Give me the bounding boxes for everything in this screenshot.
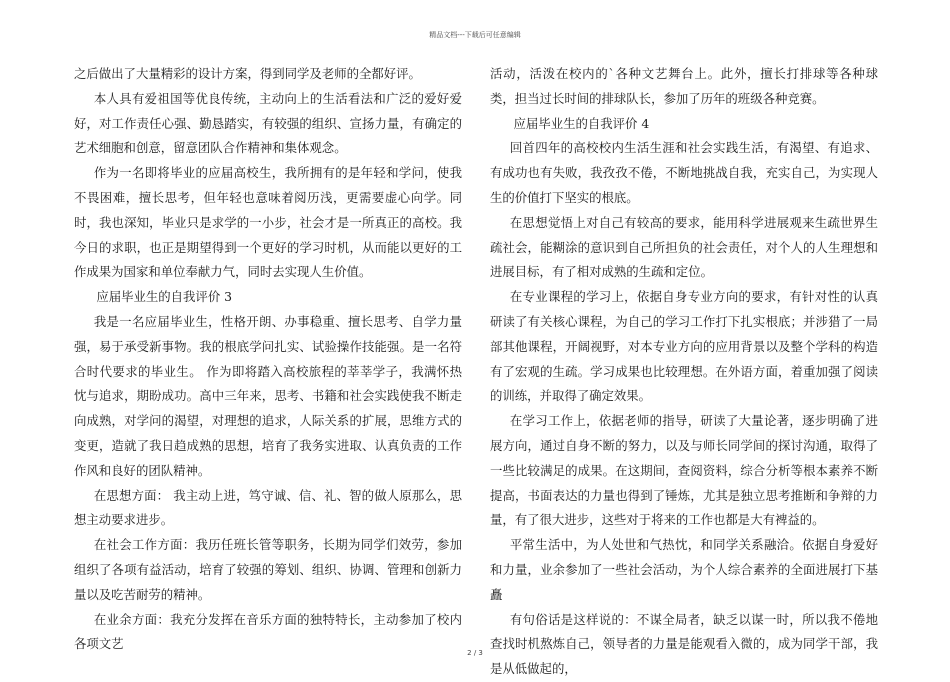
section-heading: 应届毕业生的自我评价 4 xyxy=(513,115,650,131)
paragraph: 在业余方面：我充分发挥在音乐方面的独特特长，主动参加了校内各项文艺 xyxy=(74,611,462,652)
paragraph: 作为一名即将毕业的应届高校生，我所拥有的是年轻和学问，使我不畏困难，擅长思考，但年轻也意味着阅历浅，更需要虚心向学。同时，我也深知，毕业只是求学的一小步，社会才是一所真正的高校。我今日的求职，也正是期望得到一个更好的学习时机，从而能以更好的工作成果为国家和单位奉献力气，同时去实现人生价值。 xyxy=(74,165,462,280)
paragraph: 之后做出了大量精彩的设计方案，得到同学及老师的全都好评。 xyxy=(74,66,421,81)
paragraph: 平常生活中，为人处世和气热忱，和同学关系融洽。依据自身爱好和力量，业余参加了一些社会活动，为个人综合素养的全面进展打下基矗 xyxy=(490,537,878,602)
right-column xyxy=(490,62,878,682)
section-heading: 应届毕业生的自我评价 3 xyxy=(96,289,233,305)
paragraph: 回首四年的高校校内生活生涯和社会实践生活，有渴望、有追求、有成功也有失败，我孜孜不倦，不断地挑战自我，充实自己，为实现人生的价值打下坚实的根底。 xyxy=(490,140,878,205)
page-number: 2 / 3 xyxy=(467,649,483,657)
paragraph: 在思想觉悟上对自己有较高的要求，能用科学进展观来生疏世界生疏社会，能糊涂的意识到自己所担负的社会责任，对个人的人生理想和进展目标，有了相对成熟的生疏和定位。 xyxy=(490,214,878,280)
page-header: 精品文档---下载后可任意编辑 xyxy=(429,31,521,39)
paragraph: 有句俗话是这样说的：不谋全局者，缺乏以谋一时，所以我不倦地查找时机熬炼自己，领导者的力量是能观看入微的，成为同学干部，我是从低做起的， xyxy=(490,611,878,677)
left-column xyxy=(74,62,462,657)
paragraph: 本人具有爱祖国等优良传统，主动向上的生活看法和广泛的爱好爱好，对工作责任心强、勤恳踏实，有较强的组织、宣扬力量，有确定的艺术细胞和创意，留意团队合作精神和集体观念。 xyxy=(74,90,462,156)
paragraph: 在专业课程的学习上，依据自身专业方向的要求，有针对性的认真研读了有关核心课程，为自己的学习工作打下扎实根底；并涉猎了一局部其他课程，开阔视野，对本专业方向的应用背景以及整个学科的构造有了宏观的生疏。学习成果也比较理想。在外语方面，着重加强了阅读的训练，并取得了确定效果。 xyxy=(490,289,878,404)
paragraph: 在学习工作上，依据老师的指导，研读了大量论著，逐步明确了进展方向，通过自身不断的努力，以及与师长同学间的探讨沟通，取得了一些比较满足的成果。在这期间，查阅资料，综合分析等根本素养不断提高，书面表达的力量也得到了锤炼，尤其是独立思考推断和争辩的力量，有了很大进步，这些对于将来的工作也都是大有裨益的。 xyxy=(490,413,878,528)
paragraph: 活动，活泼在校内的`各种文艺舞台上。此外，擅长打排球等各种球类，担当过长时间的排球队长，参加了历年的班级各种竞赛。 xyxy=(490,66,878,106)
paragraph: 我是一名应届毕业生，性格开朗、办事稳重、擅长思考、自学力量强，易于承受新事物。我的根底学问扎实、试验操作技能强。是一名符合时代要求的毕业生。 作为即将踏入高校旅程的莘莘学子，我满怀热忱与追求，期盼成功。高中三年来，思考、书籍和社会实践使我不断走向成熟，对学问的渴望，对理想的追求，人际关系的扩展，思维方式的变更，造就了我日趋成熟的思想，培育了我务实进取、认真负责的工作作风和良好的团队精神。 xyxy=(74,313,462,478)
paragraph: 在思想方面： 我主动上进，笃守诚、信、礼、智的做人原那么，思想主动要求进步。 xyxy=(74,487,462,528)
paragraph: 在社会工作方面：我历任班长管等职务，长期为同学们效劳，参加组织了各项有益活动，培育了较强的筹划、组织、协调、管理和创新力量以及吃苦耐劳的精神。 xyxy=(74,537,462,602)
